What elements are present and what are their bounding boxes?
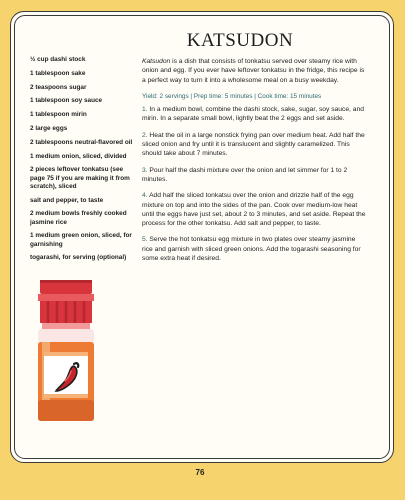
step-text: In a medium bowl, combine the dashi stock, sake, sugar, soy sauce, and mirin. In a separate small bowl, lightly beat the 2 eggs and set aside. bbox=[142, 106, 364, 123]
ingredient-item: 1 tablespoon sake bbox=[30, 69, 86, 77]
step-number: 1. bbox=[142, 106, 148, 114]
chili-pepper-icon bbox=[48, 357, 88, 397]
step-3 bbox=[142, 166, 367, 185]
ingredient-item: 1 tablespoon mirin bbox=[30, 111, 87, 119]
step-text: Heat the oil in a large nonstick frying pan over medium heat. Add half the sliced onion and fry until it is translucent and slightly caramelized. This should take about 7 minutes. bbox=[142, 131, 365, 158]
dish-name-emphasis: Katsudon bbox=[142, 58, 171, 65]
page-number: 76 bbox=[195, 468, 205, 477]
step-text: Pour half the dashi mixture over the onion and let simmer for 1 to 2 minutes. bbox=[142, 166, 348, 183]
recipe-title: KATSUDON bbox=[186, 30, 294, 51]
ingredient-item: 2 medium bowls freshly cooked jasmine rice bbox=[30, 210, 127, 226]
ingredient-item: salt and pepper, to taste bbox=[30, 196, 104, 204]
ingredient-item: ½ cup dashi stock bbox=[30, 56, 86, 63]
intro-text: is a dish that consists of tonkatsu served over steamy rice with onion and egg. If you ever have leftover tonkatsu in the fridge, this recipe is a perfect way to turn it into a wholesome meal on a busy weekday. bbox=[142, 58, 365, 84]
step-number: 3. bbox=[142, 166, 148, 174]
ingredient-item: 1 tablespoon soy sauce bbox=[30, 97, 103, 105]
togarashi-spice-jar-icon bbox=[30, 278, 110, 428]
step-number: 4. bbox=[142, 192, 148, 200]
ingredient-item: 1 medium green onion, sliced, for garnishing bbox=[30, 232, 132, 248]
step-text: Add half the sliced tonkatsu over the onion and drizzle half of the egg mixture on top and into the sides of the pan. Cook over medium-low heat until the eggs have just set, about 2 to 3 minutes, and set aside. Repeat the process for the other tonkatsu. Add salt and pepper, to taste. bbox=[142, 192, 366, 228]
step-5 bbox=[142, 235, 367, 263]
step-1 bbox=[142, 105, 367, 124]
recipe-meta: Yield: 2 servings | Prep time: 5 minutes | Cook time: 15 minutes bbox=[142, 92, 322, 100]
ingredient-item: 2 tablespoons neutral-flavored oil bbox=[30, 138, 133, 146]
step-number: 2. bbox=[142, 131, 148, 139]
ingredient-list bbox=[30, 56, 135, 268]
ingredient-item: 2 pieces leftover tonkatsu (see page 75 if you are making it from scratch), sliced bbox=[30, 166, 130, 190]
ingredient-item: 2 large eggs bbox=[30, 124, 68, 132]
step-number: 5. bbox=[142, 236, 148, 244]
recipe-intro bbox=[142, 57, 367, 85]
step-4 bbox=[142, 191, 367, 228]
step-text: Serve the hot tonkatsu egg mixture in two plates over steamy jasmine rice and garnish with sliced green onions. Add the togarashi seasoning for some extra heat if desired. bbox=[142, 236, 361, 263]
recipe-body bbox=[142, 57, 367, 270]
step-2 bbox=[142, 131, 367, 159]
ingredient-item: togarashi, for serving (optional) bbox=[30, 254, 127, 262]
ingredient-item: 1 medium onion, sliced, divided bbox=[30, 152, 127, 160]
ingredient-item: 2 teaspoons sugar bbox=[30, 83, 87, 91]
